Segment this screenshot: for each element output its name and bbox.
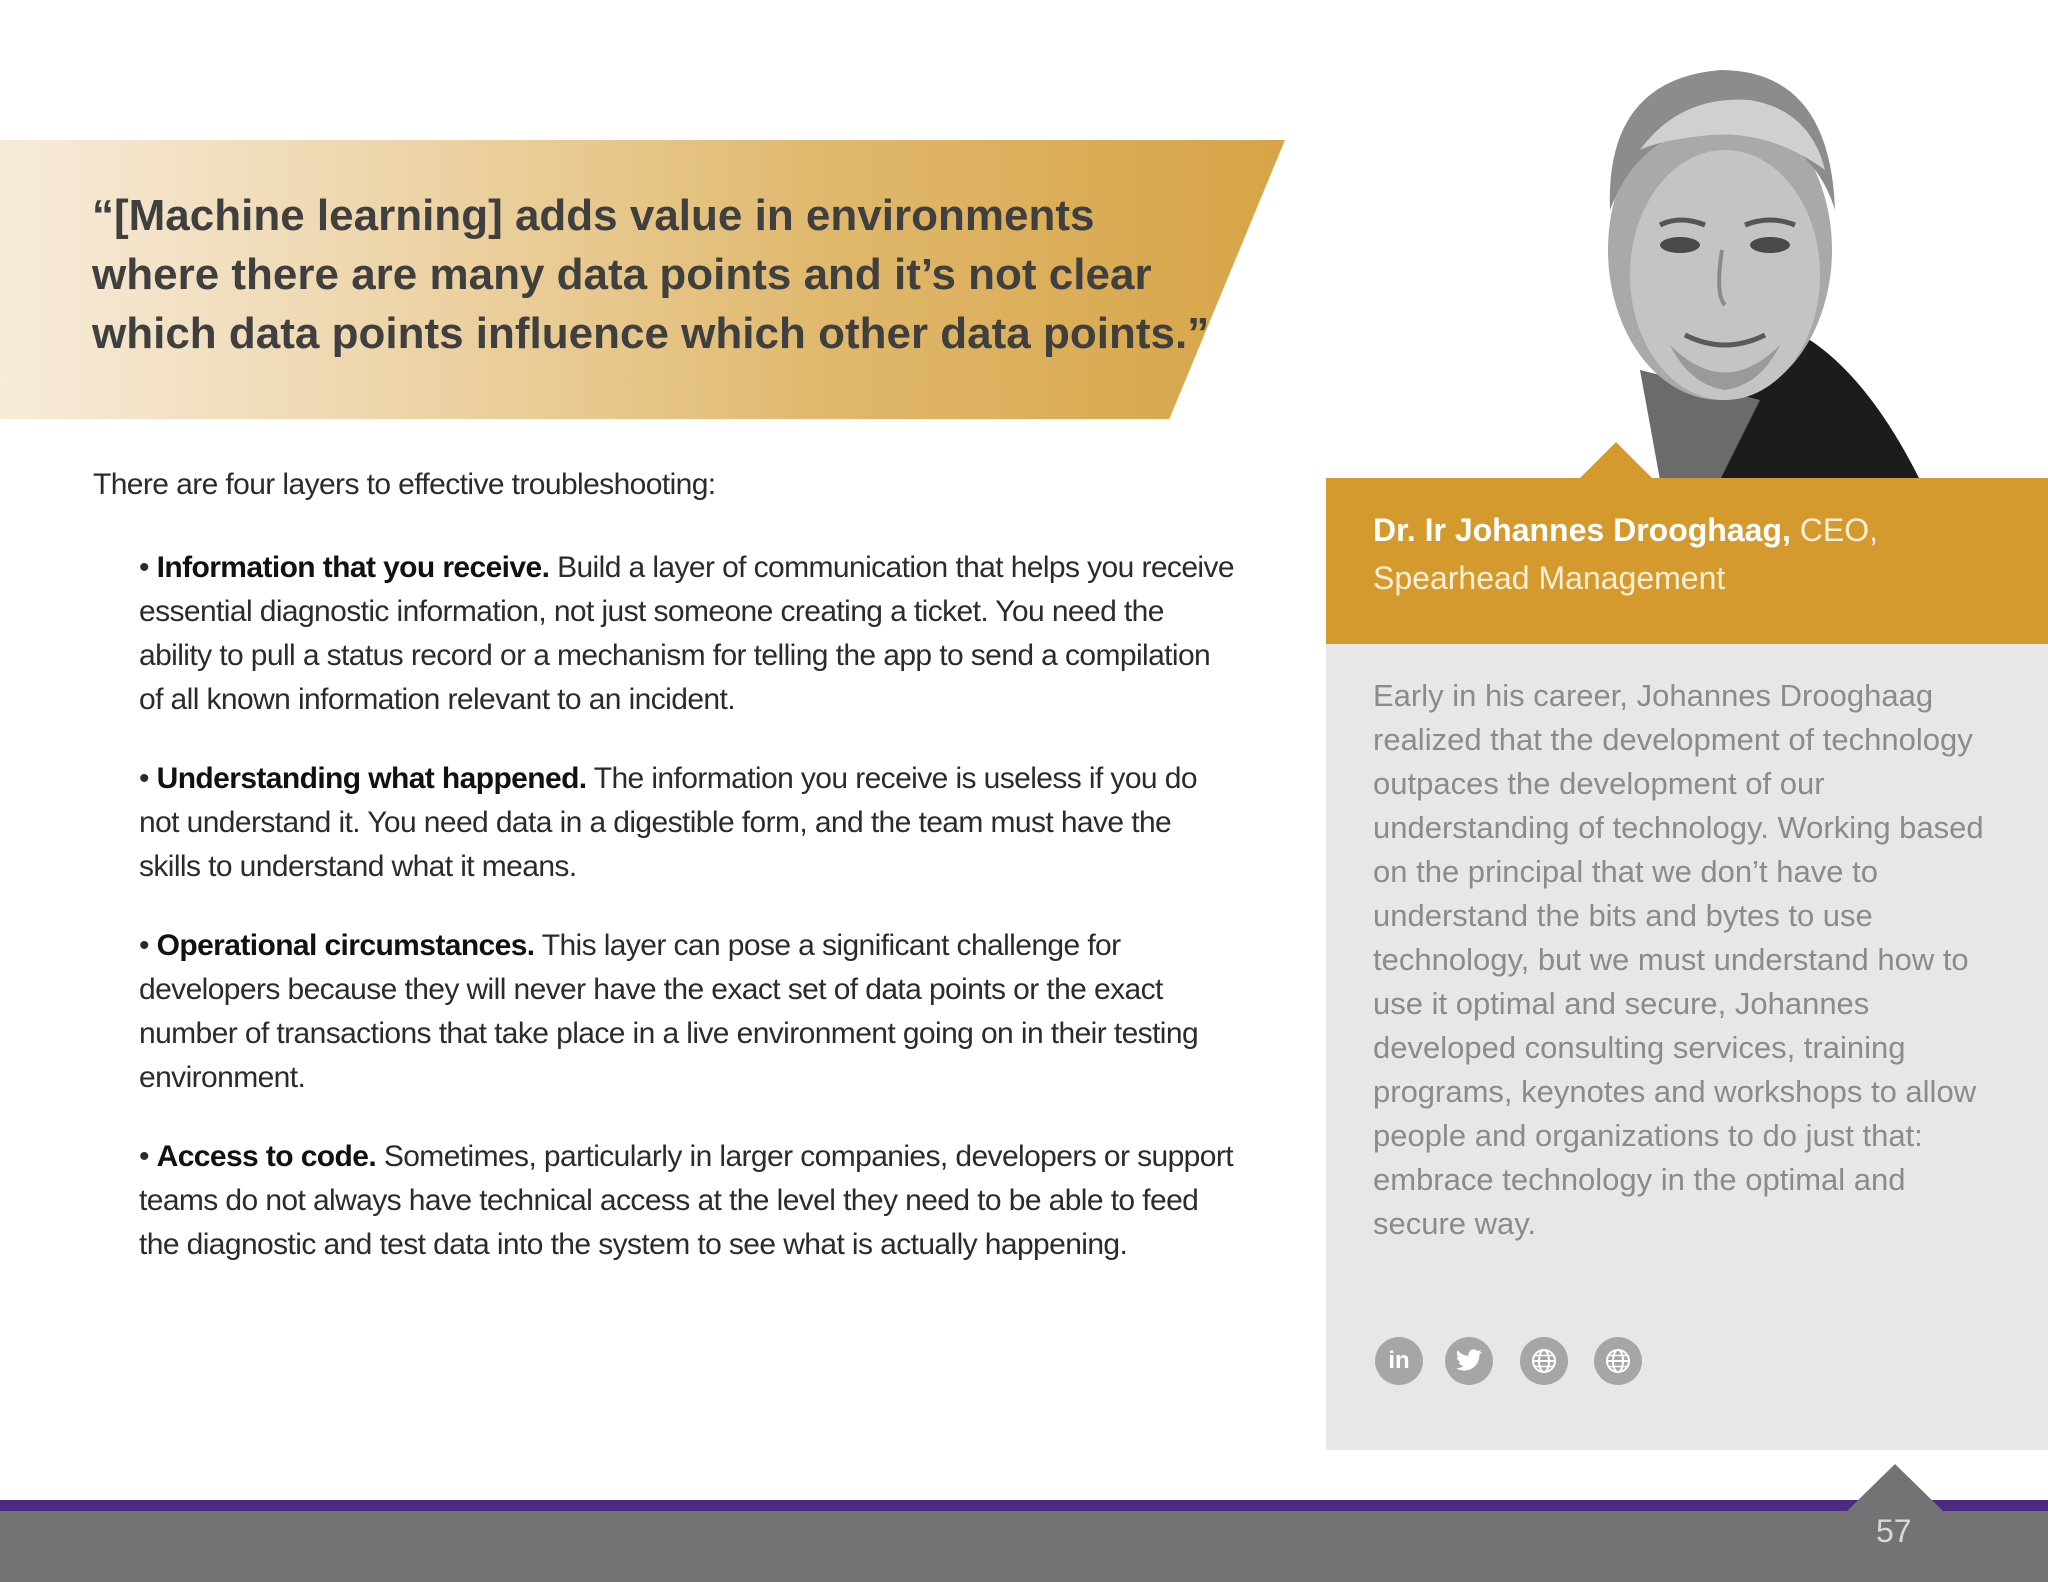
author-company: Spearhead Management	[1373, 560, 1726, 596]
bullet-title: Understanding what happened.	[156, 762, 587, 795]
footer-accent-line	[0, 1500, 2048, 1511]
page-number: 57	[1876, 1513, 1912, 1549]
list-item: • Operational circumstances. This layer can pose a significant challenge for developers because they will never have the exact set of data points or the exact number of transactions that take place in a live environment going on in their testing environment.	[139, 929, 1199, 1094]
footer-tab	[1847, 1464, 1943, 1511]
list-item: • Information that you receive. Build a layer of communication that helps you receive essential diagnostic information, not just someone creating a ticket. You need the ability to pull a status record or a mechanism for telling the app to send a compilation of all known information relevant to an incident.	[139, 551, 1234, 716]
bullet-title: Information that you receive.	[156, 551, 550, 584]
linkedin-icon[interactable]	[1375, 1337, 1423, 1385]
portrait-photo	[1510, 40, 1920, 480]
linkedin-glyph: in	[1388, 1347, 1410, 1374]
author-bio: Early in his career, Johannes Drooghaag realized that the development of technology outpaces the development of our understanding of technology. Working based on the principal that we don’t have to understand the bits and bytes to use technology, but we must understand how to use it optimal and secure, Johannes developed consulting services, training programs, keynotes and workshops to allow people and organizations to do just that: embrace technology in the optimal and secure way.	[1373, 678, 1984, 1241]
list-item: • Understanding what happened. The information you receive is useless if you do not understand it. You need data in a digestible form, and the team must have the skills to understand what it means.	[139, 762, 1197, 883]
globe-icon[interactable]	[1594, 1337, 1642, 1385]
footer-bar	[0, 1511, 2048, 1582]
intro-text: There are four layers to effective troubleshooting:	[93, 468, 716, 501]
author-credit	[1373, 506, 2013, 602]
bullet-list	[139, 546, 1239, 1302]
bullet-title: Access to code.	[156, 1140, 377, 1173]
bullet-text: Build a layer of communication that helps you receive essential diagnostic information, not just someone creating a ticket. You need the ability to pull a status record or a mechanism for telling the app to send a compilation of all known information relevant to an incident.	[139, 551, 1234, 716]
bullet-text: Sometimes, particularly in larger companies, developers or support teams do not always have technical access at the level they need to be able to feed the diagnostic and test data into the system to see what is actually happening.	[139, 1140, 1233, 1261]
twitter-icon[interactable]	[1445, 1337, 1493, 1385]
bullet-text: This layer can pose a significant challenge for developers because they will never have the exact set of data points or the exact number of transactions that take place in a live environment going on in their testing environment.	[139, 929, 1199, 1094]
author-role: CEO,	[1790, 512, 1878, 548]
bullet-text: The information you receive is useless if you do not understand it. You need data in a digestible form, and the team must have the skills to understand what it means.	[139, 762, 1197, 883]
bullet-title: Operational circumstances.	[156, 929, 535, 962]
author-name: Dr. Ir Johannes Drooghaag,	[1373, 512, 1791, 548]
globe-icon[interactable]	[1520, 1337, 1568, 1385]
name-box-notch	[1580, 442, 1652, 478]
list-item: • Access to code. Sometimes, particularly in larger companies, developers or support teams do not always have technical access at the level they need to be able to feed the diagnostic and test data into the system to see what is actually happening.	[139, 1140, 1233, 1261]
pull-quote: “[Machine learning] adds value in environments where there are many data points and it’s not clear which data points influence which other data points.”	[92, 191, 1210, 358]
